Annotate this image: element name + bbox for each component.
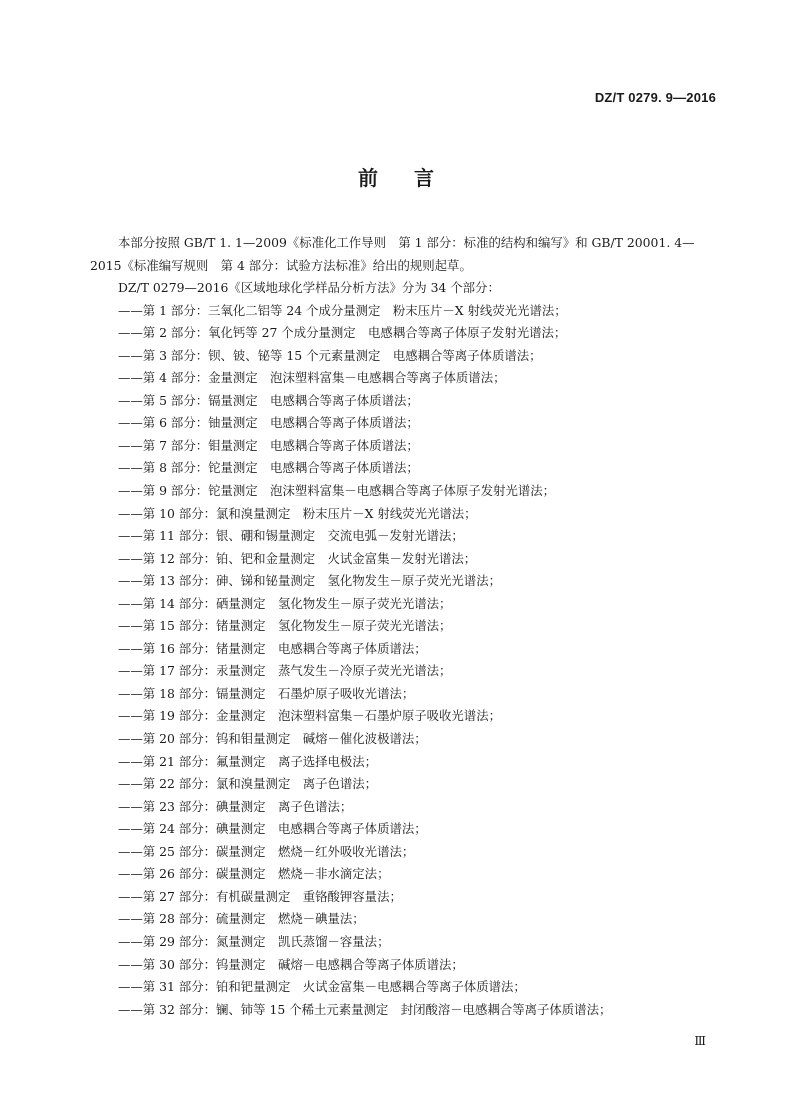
part-list-item: ——第 20 部分：钨和钼量测定 碱熔－催化波极谱法；: [118, 731, 427, 747]
part-list-item: ——第 4 部分：金量测定 泡沫塑料富集－电感耦合等离子体质谱法；: [118, 370, 506, 386]
part-list-item: ——第 29 部分：氮量测定 凯氏蒸馏－容量法；: [118, 933, 390, 949]
parts-list: [118, 300, 718, 1022]
part-list-item: ——第 28 部分：硫量测定 燃烧－碘量法；: [118, 911, 365, 927]
part-list-item: ——第 26 部分：碳量测定 燃烧－非水滴定法；: [118, 866, 390, 882]
intro-line-1: 本部分按照 GB/T 1. 1—2009《标准化工作导则 第 1 部分：标准的结构和编写》和 GB/T 20001. 4—: [118, 235, 695, 250]
part-list-item: ——第 27 部分：有机碳量测定 重铬酸钾容量法；: [118, 888, 402, 904]
part-list-item: ——第 13 部分：砷、锑和铋量测定 氢化物发生－原子荧光光谱法；: [118, 573, 501, 589]
standard-code: DZ/T 0279. 9—2016: [594, 90, 716, 105]
part-list-item: ——第 30 部分：钨量测定 碱熔－电感耦合等离子体质谱法；: [118, 956, 464, 972]
part-list-item: ——第 6 部分：铀量测定 电感耦合等离子体质谱法；: [118, 415, 419, 431]
part-list-item: ——第 18 部分：镉量测定 石墨炉原子吸收光谱法；: [118, 685, 415, 701]
part-list-item: ——第 31 部分：铂和钯量测定 火试金富集－电感耦合等离子体质谱法；: [118, 979, 526, 995]
part-list-item: ——第 11 部分：银、硼和锡量测定 交流电弧－发射光谱法；: [118, 528, 464, 544]
document-body: [90, 232, 718, 1021]
page-title: 前言: [358, 166, 470, 190]
part-list-item: ——第 24 部分：碘量测定 电感耦合等离子体质谱法；: [118, 821, 427, 837]
part-list-item: ——第 23 部分：碘量测定 离子色谱法；: [118, 798, 353, 814]
part-list-item: ——第 5 部分：镉量测定 电感耦合等离子体质谱法；: [118, 392, 419, 408]
part-list-item: ——第 8 部分：铊量测定 电感耦合等离子体质谱法；: [118, 460, 419, 476]
page-number: Ⅲ: [694, 1034, 706, 1048]
part-list-item: ——第 1 部分：三氧化二铝等 24 个成分量测定 粉末压片－X 射线荧光光谱法；: [118, 302, 567, 318]
part-list-item: ——第 16 部分：锗量测定 电感耦合等离子体质谱法；: [118, 640, 427, 656]
intro-line-3: DZ/T 0279—2016《区域地球化学样品分析方法》分为 34 个部分：: [118, 280, 500, 296]
part-list-item: ——第 3 部分：钡、铍、铋等 15 个元素量测定 电感耦合等离子体质谱法；: [118, 347, 542, 363]
part-list-item: ——第 7 部分：钼量测定 电感耦合等离子体质谱法；: [118, 437, 419, 453]
part-list-item: ——第 2 部分：氧化钙等 27 个成分量测定 电感耦合等离子体原子发射光谱法；: [118, 325, 567, 341]
part-list-item: ——第 14 部分：硒量测定 氢化物发生－原子荧光光谱法；: [118, 595, 452, 611]
part-list-item: ——第 17 部分：汞量测定 蒸气发生－冷原子荧光光谱法；: [118, 663, 452, 679]
part-list-item: ——第 32 部分：镧、铈等 15 个稀土元素量测定 封闭酸溶－电感耦合等离子体质谱法；: [118, 1001, 612, 1017]
part-list-item: ——第 22 部分：氯和溴量测定 离子色谱法；: [118, 776, 378, 792]
part-list-item: ——第 9 部分：铊量测定 泡沫塑料富集－电感耦合等离子体原子发射光谱法；: [118, 483, 556, 499]
part-list-item: ——第 15 部分：锗量测定 氢化物发生－原子荧光光谱法；: [118, 618, 452, 634]
part-list-item: ——第 21 部分：氟量测定 离子选择电极法；: [118, 753, 378, 769]
part-list-item: ——第 12 部分：铂、钯和金量测定 火试金富集－发射光谱法；: [118, 550, 477, 566]
intro-line-2: 2015《标准编写规则 第 4 部分：试验方法标准》给出的规则起草。: [90, 257, 472, 273]
part-list-item: ——第 10 部分：氯和溴量测定 粉末压片－X 射线荧光光谱法；: [118, 505, 477, 521]
part-list-item: ——第 25 部分：碳量测定 燃烧－红外吸收光谱法；: [118, 843, 415, 859]
part-list-item: ——第 19 部分：金量测定 泡沫塑料富集－石墨炉原子吸收光谱法；: [118, 708, 501, 724]
